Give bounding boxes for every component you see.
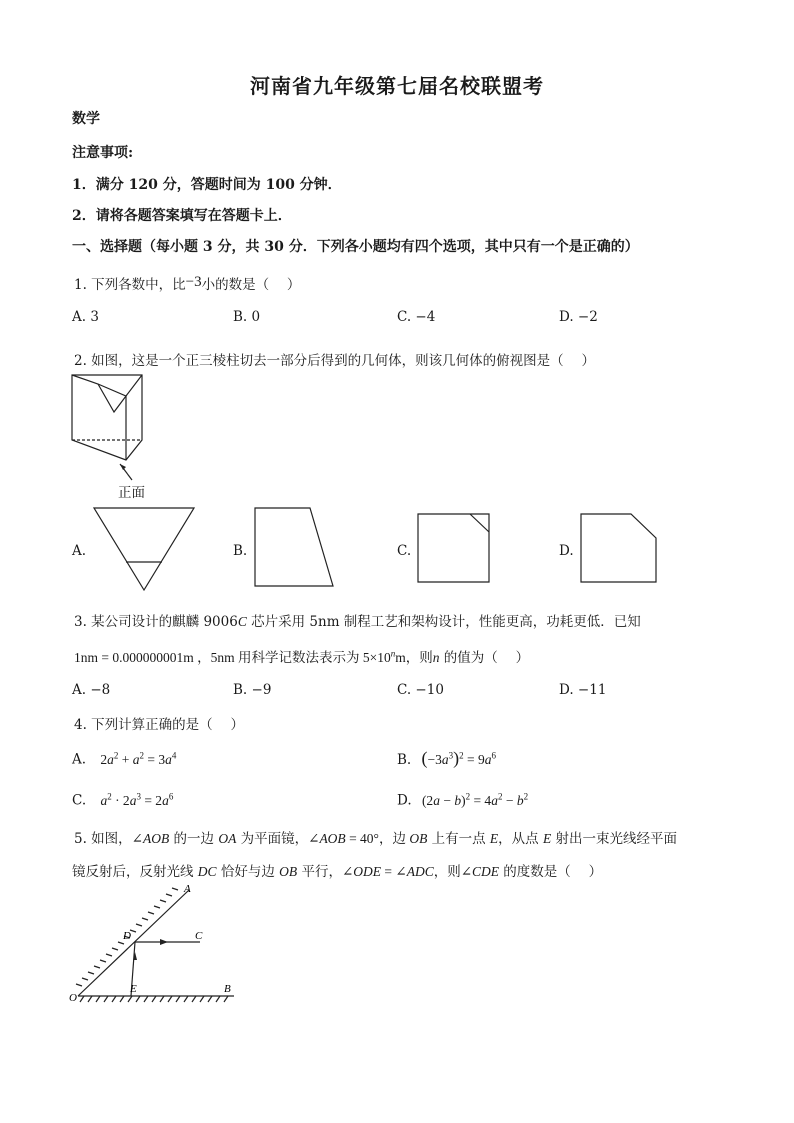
q5-l2-ode: ODE — [353, 864, 382, 879]
q2-shape-d — [579, 512, 659, 584]
q5-l1-e: 上有一点 — [427, 831, 490, 847]
q5-l1-a: 5. 如图，∠ — [74, 831, 143, 847]
q5-l1-E-2: E — [542, 831, 552, 846]
notice-item-2: 2．请将各题答案填写在答题卡上． — [72, 208, 292, 224]
q5-l2-b: 恰好与边 — [216, 864, 280, 880]
q1-stem-number: −3 — [185, 274, 202, 290]
q5-l2-a: 镜反射后，反射光线 — [72, 864, 198, 880]
q4-option-b-letter: B. — [397, 752, 412, 768]
q5-l2-c: 平行，∠ — [297, 864, 354, 880]
q3-option-c: C. −10 — [397, 682, 444, 698]
q1-option-b: B. 0 — [233, 309, 261, 325]
q1-option-a: A. 3 — [72, 309, 99, 325]
q5-l1-b: 的一边 — [169, 831, 219, 847]
question-3-line-2 — [74, 646, 529, 666]
q5-l2-adc: ADC — [406, 864, 434, 879]
question-3-line-1 — [74, 610, 641, 630]
q4-option-c-expr: $a^2 \cdot 2a^3 = 2a^6$ — [100, 791, 174, 808]
mirror-figure — [64, 880, 244, 1005]
point-label-b: B — [224, 983, 231, 995]
q4-option-b-expr: $(-3a^3)^2 = 9a^6$ — [421, 748, 497, 768]
q4-option-d-expr: $(2a - b)^2 = 4a^2 - b^2$ — [421, 791, 529, 808]
q5-l2-cde: CDE — [472, 864, 500, 879]
q5-l1-f: ，从点 — [498, 831, 543, 847]
q5-l1-oa: OA — [218, 831, 237, 846]
question-5-line-2 — [72, 860, 602, 880]
q5-l2-f: 的度数是（ ） — [499, 864, 603, 880]
point-label-e: E — [130, 983, 137, 995]
q2-option-a: A. — [72, 543, 87, 559]
q2-shape-a — [92, 506, 196, 592]
q4-option-a — [72, 750, 176, 768]
notice-item-1: 1．满分 120 分，答题时间为 100 分钟． — [72, 177, 342, 193]
q3-line1-rest: 芯片采用 5nm 制程工艺和架构设计，性能更高，功耗更低．已知 — [246, 614, 641, 630]
q3-exponent: n — [390, 648, 396, 659]
q4-option-c-letter: C. — [72, 792, 87, 809]
front-label: 正面 — [118, 485, 145, 501]
q1-stem-end: 小的数是（ ） — [201, 277, 301, 293]
notice-heading: 注意事项: — [72, 145, 134, 161]
q3-option-d: D. −11 — [559, 682, 607, 698]
q5-l2-ob: OB — [279, 864, 298, 879]
point-label-o: O — [69, 992, 77, 1004]
q3-line2-mid: m，则 — [395, 650, 433, 665]
question-4-stem: 4. 下列计算正确的是（ ） — [74, 717, 244, 733]
q3-var-c: C — [237, 614, 247, 629]
question-1-stem — [74, 273, 300, 294]
q3-line1-start: 3. 某公司设计的麒麟 9006 — [74, 614, 238, 630]
q4-option-a-expr: $2a^2 + a^2 = 3a^4$ — [100, 750, 177, 767]
q5-l2-dc: DC — [197, 864, 217, 879]
q5-l2-d: = ∠ — [381, 864, 407, 879]
q5-l1-g: 射出一束光线经平面 — [551, 831, 678, 847]
point-label-d: D — [123, 930, 131, 942]
q2-option-b: B. — [233, 543, 248, 559]
q5-l1-E: E — [489, 831, 499, 846]
q1-option-c: C. −4 — [397, 309, 436, 325]
q1-stem-text: 1. 下列各数中，比 — [74, 277, 186, 293]
q1-option-d: D. −2 — [559, 309, 598, 325]
q4-option-d — [397, 791, 528, 809]
point-label-c: C — [195, 930, 203, 942]
q3-var-n: n — [432, 650, 440, 665]
q2-shape-b — [253, 506, 335, 588]
q3-option-b: B. −9 — [233, 682, 272, 698]
question-2-stem: 2. 如图，这是一个正三棱柱切去一部分后得到的几何体，则该几何体的俯视图是（ ） — [74, 353, 595, 369]
subject-label: 数学 — [72, 111, 100, 127]
q3-option-a: A. −8 — [72, 682, 111, 698]
q3-line2-end: 的值为（ ） — [439, 650, 530, 666]
q4-option-c — [72, 791, 173, 809]
q2-option-d: D. — [559, 543, 574, 559]
q5-l1-aob: AOB — [142, 831, 170, 846]
section-heading: 一、选择题（每小题 3 分，共 30 分．下列各小题均有四个选项，其中只有一个是正确的） — [72, 239, 639, 255]
q5-l1-aob-2: AOB — [319, 831, 346, 846]
q5-l1-d: = 40°，边 — [345, 831, 410, 846]
q3-line2-start: 1nm = 0.000000001m ，5nm 用科学记数法表示为 5×10 — [74, 650, 391, 665]
q5-l1-c: 为平面镜，∠ — [236, 831, 320, 847]
q4-option-d-letter: D. — [397, 792, 412, 809]
q2-option-c: C. — [397, 543, 412, 559]
q5-l1-ob: OB — [409, 831, 428, 846]
q2-shape-c — [416, 512, 492, 584]
q4-option-a-letter: A. — [72, 751, 87, 768]
q5-l2-e: ，则∠ — [433, 864, 473, 880]
q4-option-b — [397, 748, 496, 769]
question-5-line-1 — [74, 827, 677, 847]
page-title: 河南省九年级第七届名校联盟考 — [250, 74, 544, 98]
point-label-a: A — [184, 883, 191, 895]
